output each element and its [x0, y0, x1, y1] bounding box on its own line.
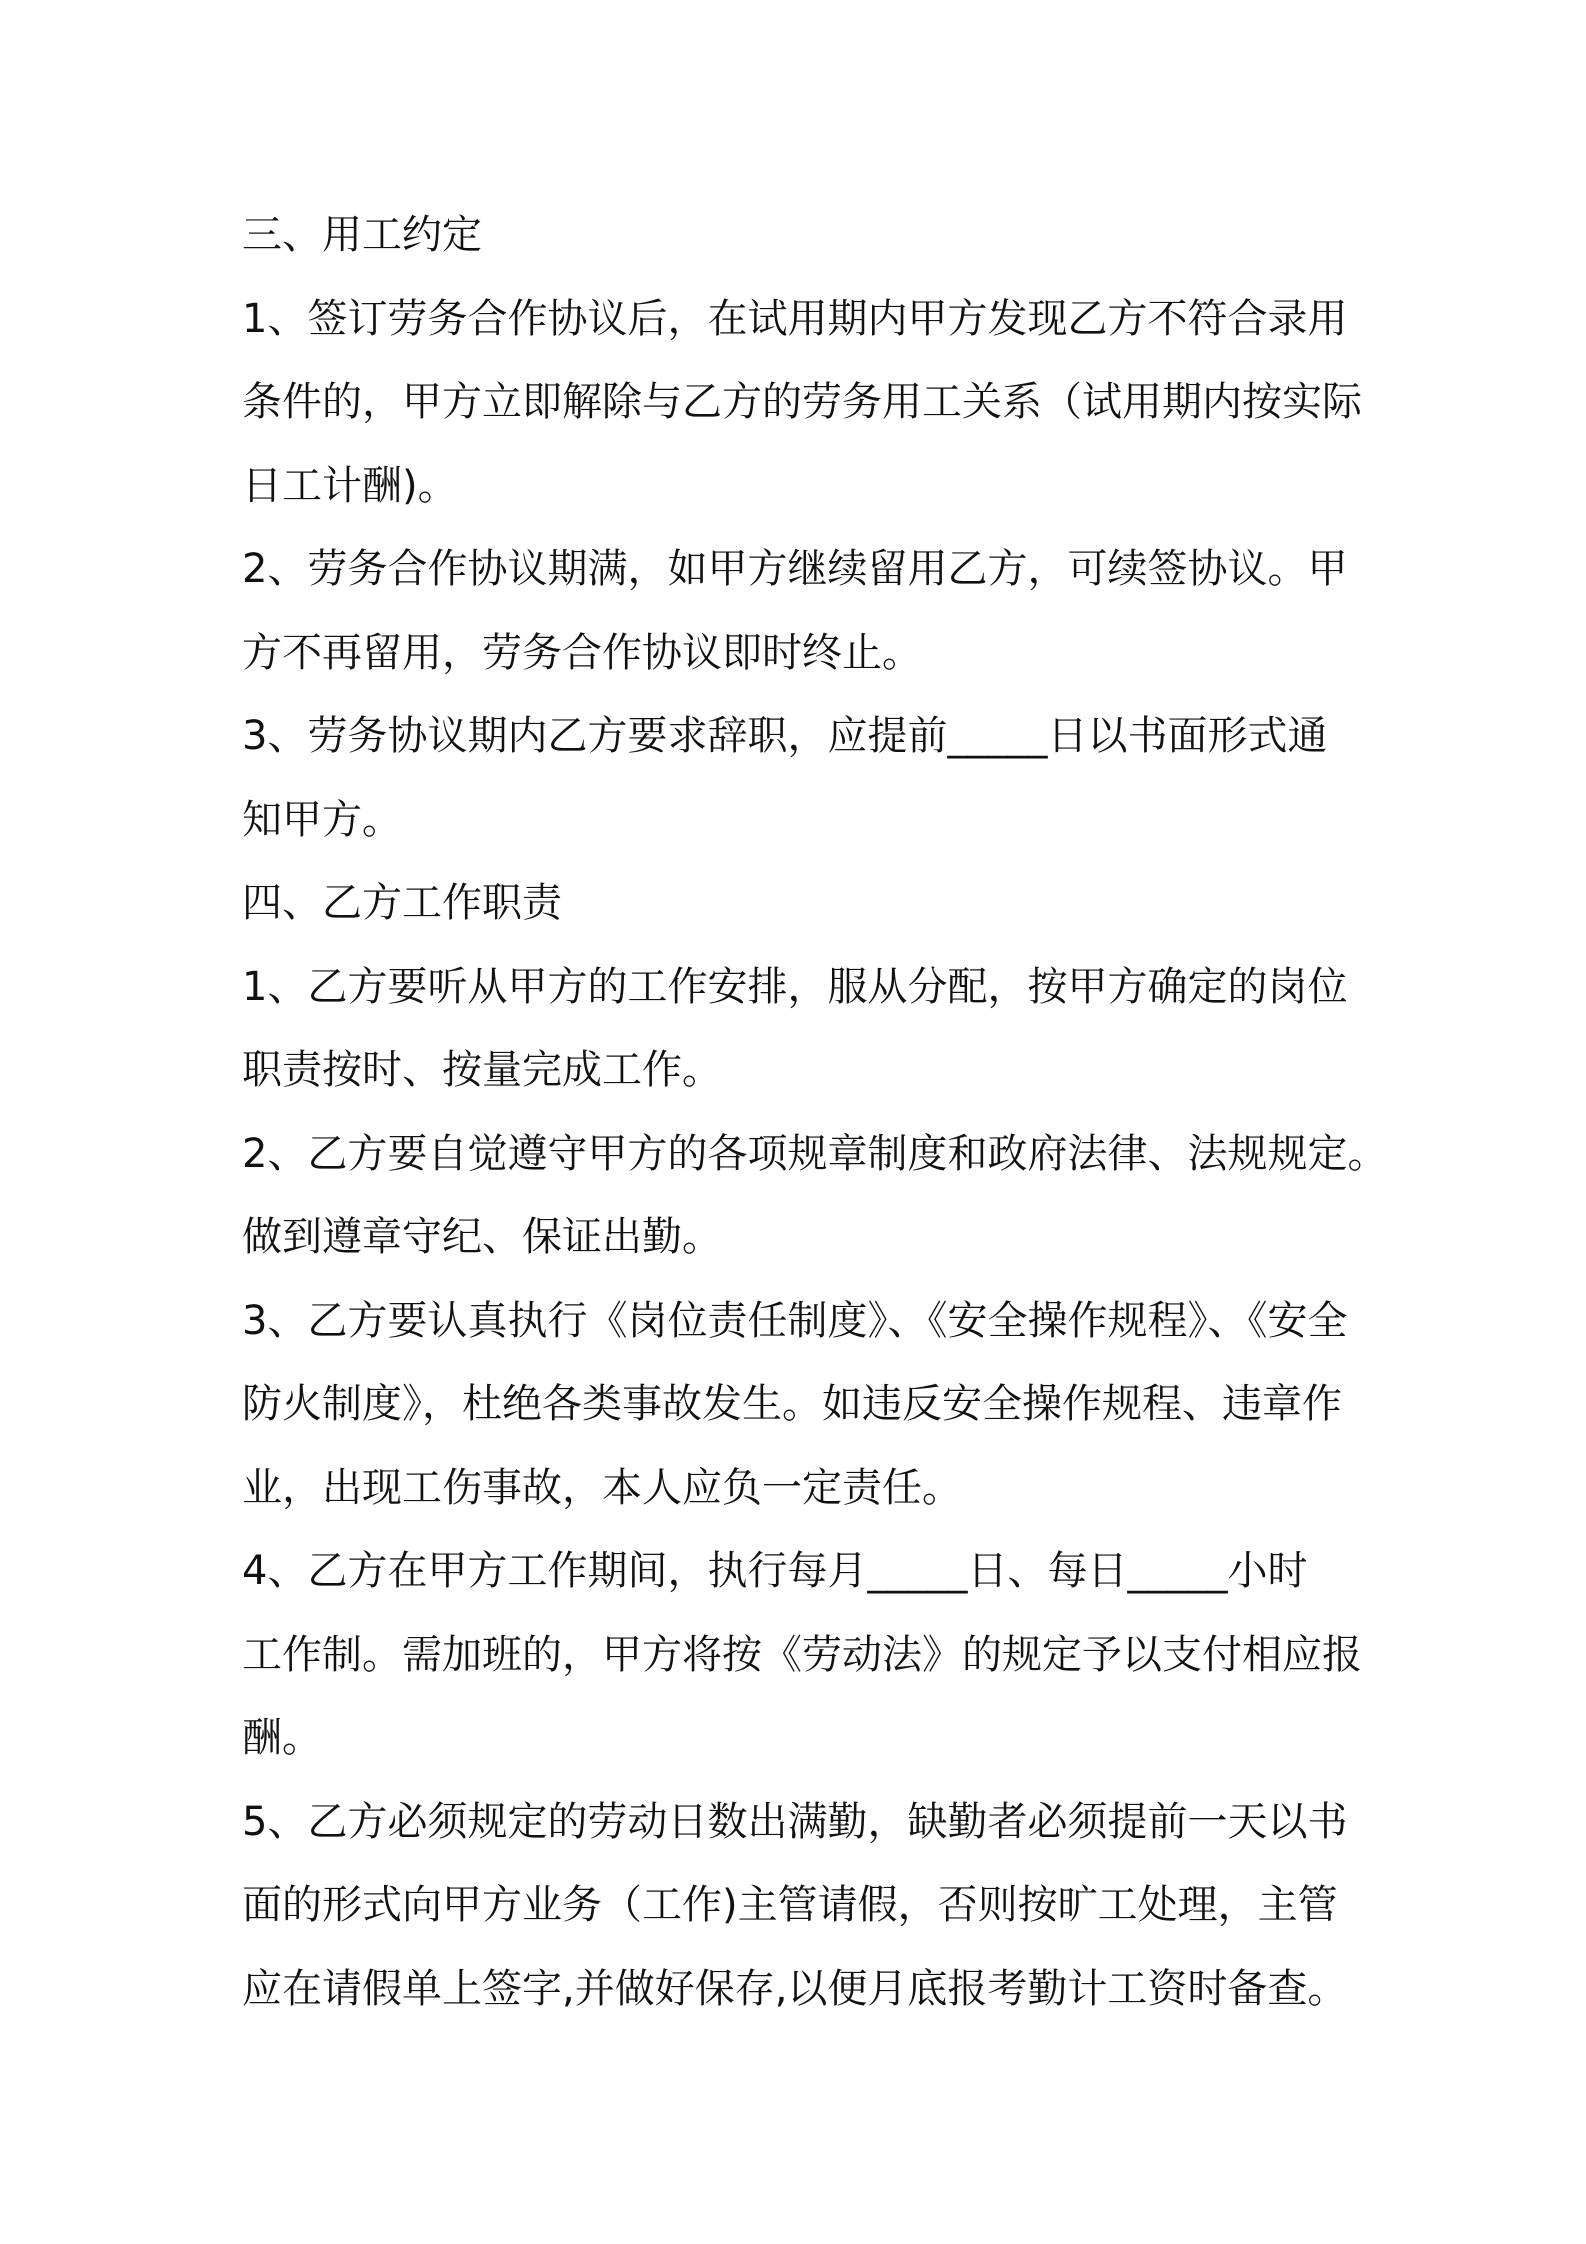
- paragraph-line: 2、乙方要自觉遵守甲方的各项规章制度和政府法律、法规规定。: [242, 1130, 1388, 1177]
- paragraph-line: 3、劳务协议期内乙方要求辞职，应提前_____日以书面形式通: [242, 713, 1328, 759]
- paragraph-line: 职责按时、按量完成工作。: [242, 1047, 722, 1093]
- paragraph-line: 做到遵章守纪、保证出勤。: [242, 1214, 722, 1260]
- paragraph-line: 方不再留用，劳务合作协议即时终止。: [242, 629, 922, 676]
- paragraph-line: 条件的，甲方立即解除与乙方的劳务用工关系（试用期内按实际: [242, 379, 1362, 425]
- section-heading: 三、用工约定: [242, 212, 482, 258]
- paragraph-line: 防火制度》，杜绝各类事故发生。如违反安全操作规程、违章作: [242, 1381, 1342, 1427]
- paragraph-line: 业，出现工伤事故，本人应负一定责任。: [242, 1464, 962, 1511]
- paragraph-line: 1、签订劳务合作协议后，在试用期内甲方发现乙方不符合录用: [242, 295, 1348, 342]
- paragraph-line: 5、乙方必须规定的劳动日数出满勤，缺勤者必须提前一天以书: [242, 1798, 1348, 1845]
- section-heading: 四、乙方工作职责: [242, 880, 562, 926]
- paragraph-line: 工作制。需加班的，甲方将按《劳动法》的规定予以支付相应报: [242, 1631, 1362, 1678]
- paragraph-line: 日工计酬)。: [242, 462, 458, 509]
- paragraph-line: 酬。: [242, 1715, 322, 1761]
- paragraph-line: 3、乙方要认真执行《岗位责任制度》、《安全操作规程》、《安全: [242, 1297, 1348, 1344]
- paragraph-line: 4、乙方在甲方工作期间，执行每月_____日、每日_____小时: [242, 1548, 1308, 1594]
- paragraph-line: 知甲方。: [242, 796, 402, 843]
- paragraph-line: 2、劳务合作协议期满，如甲方继续留用乙方，可续签协议。甲: [242, 546, 1348, 592]
- paragraph-line: 1、乙方要听从甲方的工作安排，服从分配，按甲方确定的岗位: [242, 963, 1348, 1010]
- document-body: [242, 194, 1388, 2031]
- paragraph-line: 面的形式向甲方业务（工作)主管请假，否则按旷工处理，主管: [242, 1882, 1338, 1928]
- paragraph-line: 应在请假单上签字,并做好保存,以便月底报考勤计工资时备查。: [242, 1965, 1348, 2012]
